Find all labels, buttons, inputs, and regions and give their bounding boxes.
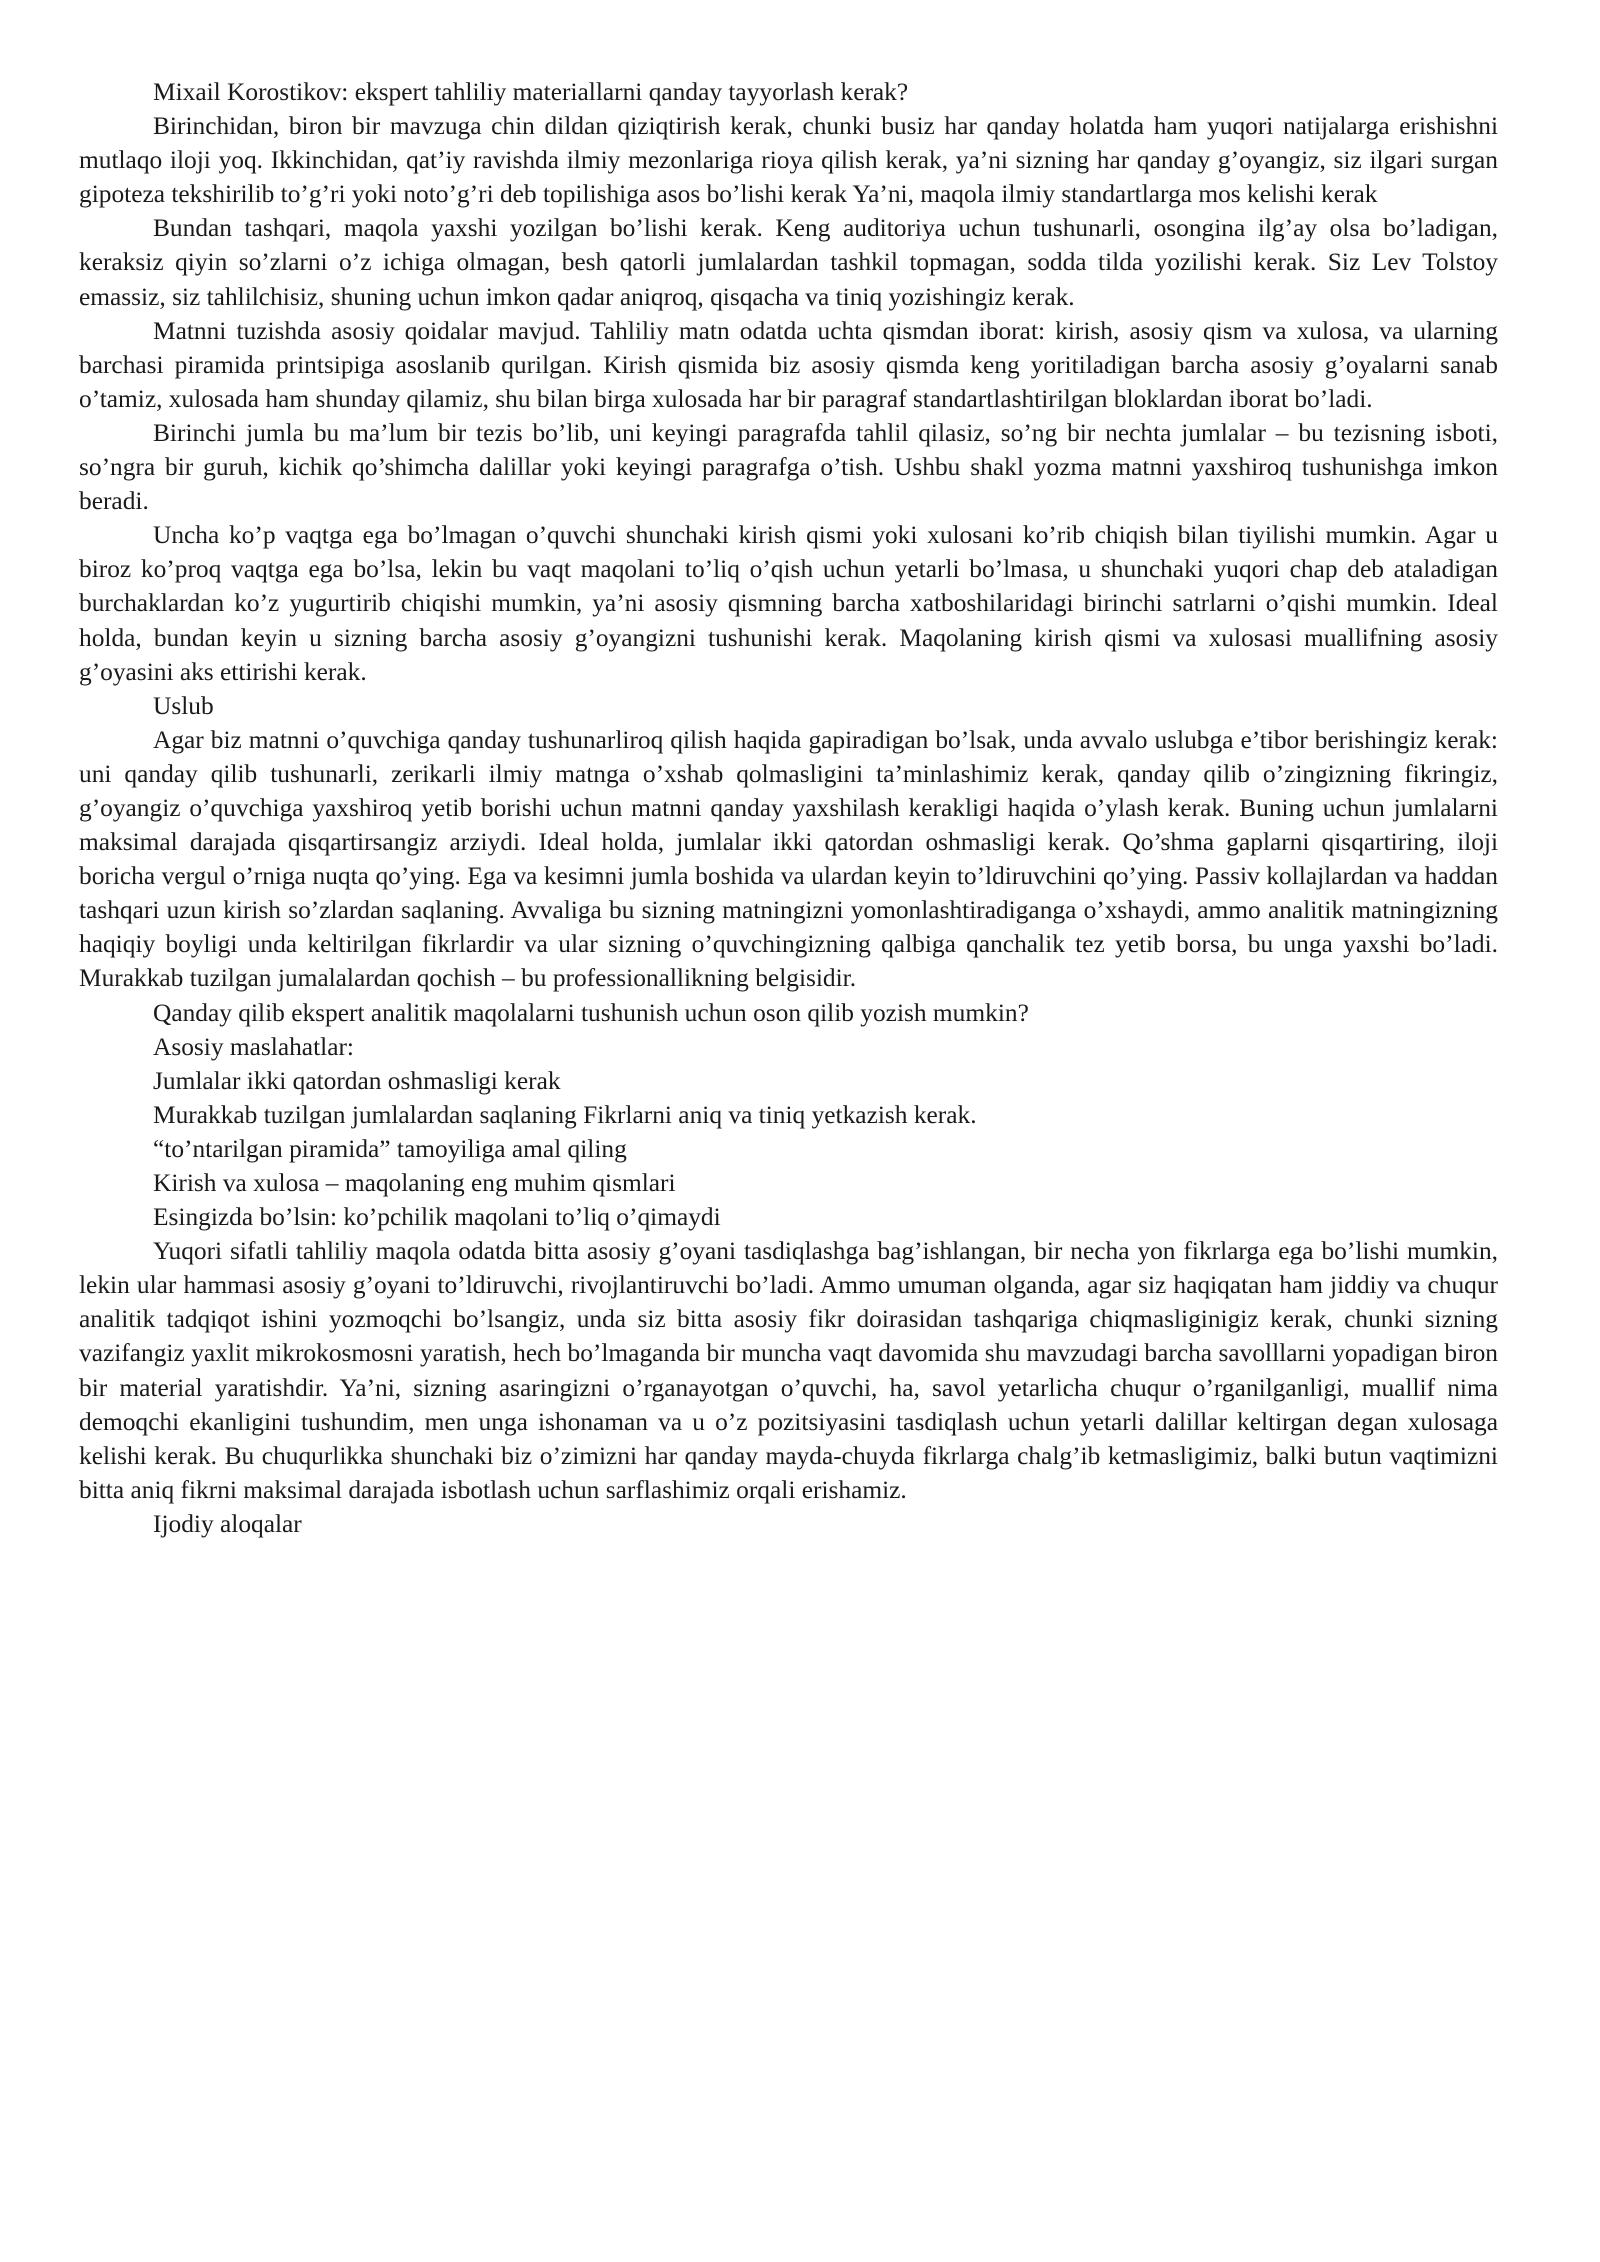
paragraph-1: Birinchidan, biron bir mavzuga chin dildan qiziqtirish kerak, chunki busiz har qanday holatda ham yuqori natijalarga erishishni mutlaqo iloji yoq. Ikkinchidan, qat’iy ravishda ilmiy mezonlariga rioya qilish kerak, ya’ni sizning har qanday g’oyangiz, siz ilgari surgan gipoteza tekshirilib to’g’ri yoki noto’g’ri deb topilishiga asos bo’lishi kerak Ya’ni, maqola ilmiy standartlarga mos kelishi kerak [79, 112, 1498, 209]
paragraph-6: Agar biz matnni o’quvchiga qanday tushunarliroq qilish haqida gapiradigan bo’lsak, unda avvalo uslubga e’tibor berishingiz kerak: uni qanday qilib tushunarli, zerikarli ilmiy matnga o’xshab qolmasligini ta’minlashimiz kerak, qanday qilib o’zingizning fikringiz, g’oyangiz o’quvchiga yaxshiroq yetib borishi uchun matnni qanday yaxshilash kerakligi haqida o’ylash kerak. Buning uchun jumlalarni maksimal darajada qisqartirsangiz arziydi. Ideal holda, jumlalar ikki qatordan oshmasligi kerak. Qo’shma gaplarni qisqartiring, iloji boricha vergul o’rniga nuqta qo’ying. Ega va kesimni jumla boshida va ulardan keyin to’ldiruvchini qo’ying. Passiv kollajlardan va haddan tashqari uzun kirish so’zlardan saqlaning. Avvaliga bu sizning matningizni yomonlashtiradiganga o’xshaydi, ammo analitik matningizning haqiqiy boyligi unda keltirilgan fikrlardir va ular sizning o’quvchingizning qalbiga qanchalik tez yetib borsa, bu unga yaxshi bo’ladi. Murakkab tuzilgan jumalalardan qochish – bu professionallikning belgisidir. [79, 725, 1498, 993]
tip-4: Kirish va xulosa – maqolaning eng muhim qismlari [153, 1169, 676, 1197]
paragraph-7: Yuqori sifatli tahliliy maqola odatda bitta asosiy g’oyani tasdiqlashga bag’ishlangan, bir necha yon fikrlarga ega bo’lishi mumkin, lekin ular hammasi asosiy g’oyani to’ldiruvchi, rivojlantiruvchi bo’ladi. Ammo umuman olganda, agar siz haqiqatan ham jiddiy va chuqur analitik tadqiqot ishini yozmoqchi bo’lsangiz, unda siz bitta asosiy fikr doirasidan tashqariga chiqmasliginigiz kerak, chunki sizning vazifangiz yaxlit mikrokosmosni yaratish, hech bo’lmaganda bir muncha vaqt davomida shu mavzudagi barcha savolllarni yopadigan biron bir material yaratishdir. Ya’ni, sizning asaringizni o’rganayotgan o’quvchi, ha, savol yetarlicha chuqur o’rganilganligi, muallif nima demoqchi ekanligini tushundim, men unga ishonaman va u o’z pozitsiyasini tasdiqlash uchun yetarli dalillar keltirgan degan xulosaga kelishi kerak. Bu chuqurlikka shunchaki biz o’zimizni har qanday mayda-chuyda fikrlarga chalg’ib ketmasligimiz, balki butun vaqtimizni bitta aniq fikrni maksimal darajada isbotlash uchun sarflashimiz orqali erishamiz. [79, 1237, 1498, 1504]
question-line: Qanday qilib ekspert analitik maqolalarni tushunish uchun oson qilib yozish mumkin? [153, 998, 1029, 1027]
section-heading-uslub: Uslub [153, 691, 214, 720]
section-heading-ijodiy-aloqalar: Ijodiy aloqalar [153, 1509, 302, 1538]
tips-heading: Asosiy maslahatlar: [153, 1032, 354, 1061]
tip-5: Esingizda bo’lsin: ko’pchilik maqolani to’liq o’qimaydi [153, 1203, 721, 1232]
tip-2: Murakkab tuzilgan jumlalardan saqlaning Fikrlarni aniq va tiniq yetkazish kerak. [153, 1100, 977, 1129]
document-title: Mixail Korostikov: ekspert tahliliy materiallarni qanday tayyorlash kerak? [153, 78, 909, 106]
paragraph-2: Bundan tashqari, maqola yaxshi yozilgan bo’lishi kerak. Keng auditoriya uchun tushunarli, osongina ilg’ay olsa bo’ladigan, keraksiz qiyin so’zlarni o’z ichiga olmagan, besh qatorli jumlalardan tashkil topmagan, sodda tilda yozilishi kerak. Siz Lev Tolstoy emassiz, siz tahlilchisiz, shuning uchun imkon qadar aniqroq, qisqacha va tiniq yozishingiz kerak. [79, 214, 1498, 311]
tip-3: “to’ntarilgan piramida” tamoyiliga amal qiling [153, 1134, 627, 1163]
paragraph-5: Uncha ko’p vaqtga ega bo’lmagan o’quvchi shunchaki kirish qismi yoki xulosani ko’rib chiqish bilan tiyilishi mumkin. Agar u biroz ko’proq vaqtga ega bo’lsa, lekin bu vaqt maqolani to’liq o’qish uchun yetarli bo’lmasa, u shunchaki yuqori chap deb ataladigan burchaklardan ko’z yugurtirib chiqishi mumkin, ya’ni asosiy qismning barcha xatboshilaridagi birinchi satrlarni o’qishi mumkin. Ideal holda, bundan keyin u sizning barcha asosiy g’oyangizni tushunishi kerak. Maqolaning kirish qismi va xulosasi muallifning asosiy g’oyasini aks ettirishi kerak. [79, 521, 1498, 686]
paragraph-4: Birinchi jumla bu ma’lum bir tezis bo’lib, uni keyingi paragrafda tahlil qilasiz, so’ng bir nechta jumlalar – bu tezisning isboti, so’ngra bir guruh, kichik qo’shimcha dalillar yoki keyingi paragrafga o’tish. Ushbu shakl yozma matnni yaxshiroq tushunishga imkon beradi. [79, 418, 1498, 516]
paragraph-3: Matnni tuzishda asosiy qoidalar mavjud. Tahliliy matn odatda uchta qismdan iborat: kirish, asosiy qism va xulosa, va ularning barchasi piramida printsipiga asoslanib qurilgan. Kirish qismida biz asosiy qismda keng yoritiladigan barcha asosiy g’oyalarni sanab o’tamiz, xulosada ham shunday qilamiz, shu bilan birga xulosada har bir paragraf standartlashtirilgan bloklardan iborat bo’ladi. [79, 316, 1498, 413]
tip-1: Jumlalar ikki qatordan oshmasligi kerak [153, 1066, 561, 1095]
